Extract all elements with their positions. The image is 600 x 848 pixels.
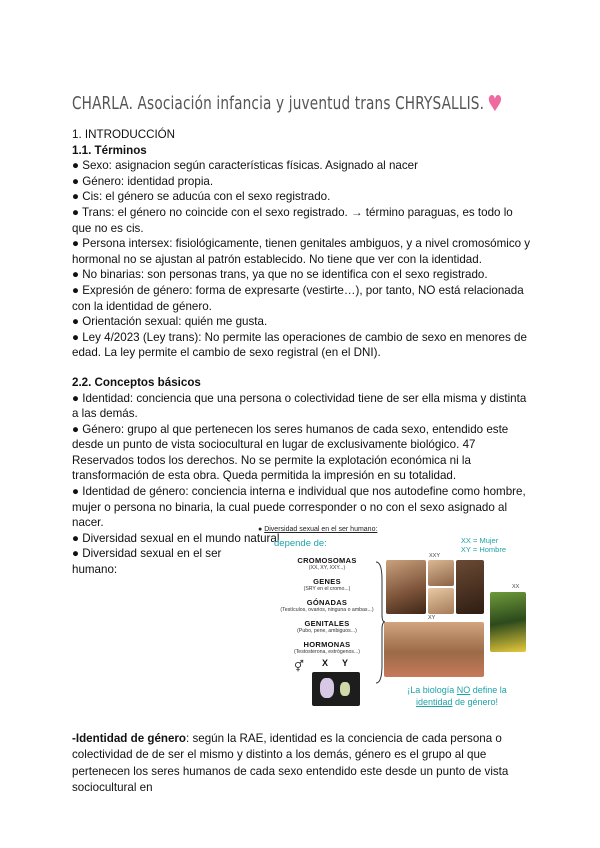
page-title: CHARLA. Asociación infancia y juventud trans CHRYSALLIS. ♥ [72, 92, 503, 117]
portrait-photo [386, 560, 426, 614]
subsection-heading: 2.2. Conceptos básicos [72, 375, 201, 389]
factor-list [272, 556, 382, 661]
list-item: ● Género: grupo al que pertenecen los seres humanos de cada sexo, entendido este desde un punto de vista sociocultural en lugar de exclusivamente biológico. 47 Reservados todos los derechos. No se permite la explotación económica ni la transformación de esta obra. Queda permitida la impresión en su totalidad. [72, 422, 509, 483]
portrait-photo [456, 560, 484, 614]
diversity-figure [254, 522, 526, 717]
list-item: ● Expresión de género: forma de expresarte (vestirte…), por tanto, NO está relacionada con la identidad de género. [72, 283, 524, 313]
group-photo [384, 622, 484, 677]
figure-caption: ¡La biología NO define la identidad de género! [407, 685, 507, 707]
factor-item: HORMONAS (Testosterona, estrógenos...) [293, 640, 361, 655]
heart-icon: ♥ [487, 92, 503, 117]
list-item: ● No binarias: son personas trans, ya que no se identifica con el sexo registrado. [72, 268, 488, 282]
subsection-heading: 1.1. Términos [72, 143, 147, 157]
factor-item: GENITALES (Pubo, pene, ambiguos...) [297, 619, 357, 634]
chromosome-label: XX [512, 584, 520, 590]
main-text [72, 127, 532, 578]
chromosome-label: XXY [429, 553, 441, 559]
list-item: ● Orientación sexual: quién me gusta. [72, 315, 268, 329]
list-item: ● Sexo: asignacion según características físicas. Asignado al nacer [72, 159, 418, 173]
list-item: humano: [72, 563, 118, 577]
portrait-photo [428, 560, 454, 586]
figure-subtitle: depende de: [274, 538, 327, 549]
gender-symbols-icon: ⚥ [294, 661, 304, 673]
list-item: ● Cis: el género se aducúa con el sexo registrado. [72, 190, 331, 204]
portrait-photo [428, 588, 454, 614]
chromosome-graphic: ⚥ X Y [294, 650, 364, 710]
figure-bullet: ● Diversidad sexual en el ser humano: [258, 526, 378, 533]
list-item: ● Diversidad sexual en el ser [72, 547, 222, 561]
list-item: ● Identidad: conciencia que una persona o colectividad tiene de ser ella misma y distinta a las demás. [72, 391, 527, 421]
list-item: ● Diversidad sexual en el mundo natural [72, 531, 280, 545]
athlete-photo [490, 592, 526, 652]
list-item: ● Persona intersex: fisiológicamente, tienen genitales ambiguos, y a nivel cromosómico y hormonal no se ajustan al patrón establecido. No tiene que ver con la identidad. [72, 237, 531, 266]
chromosome-legend: XX = Mujer XY = Hombre [460, 536, 506, 554]
factor-item: GÓNADAS (Testículos, ovarios, ninguna o ambas...) [280, 598, 374, 613]
factor-item: GENES (SRY en el cromo...) [303, 577, 351, 592]
list-item: ● Ley 4/2023 (Ley trans): No permite las operaciones de cambio de sexo en menores de edad. La ley permite el cambio de sexo registral (en el DNI). [72, 330, 527, 360]
list-item: ● Trans: el género no coincide con el sexo registrado. → término paraguas, es todo lo que no es cis. [72, 205, 513, 235]
lower-paragraph: -Identidad de género: según la RAE, identidad es la conciencia de cada persona o colectividad de de ser el mismo y distinto a los demás, género es el grupo al que pertenecen los seres humanos de cada sexo entendido este desde un punto de vista sociocultural en [72, 732, 509, 795]
chromosome-label: XY [428, 615, 436, 621]
list-item: ● Género: identidad propia. [72, 174, 214, 188]
section-heading: 1. INTRODUCCIÓN [72, 128, 176, 141]
factor-item: CROMOSOMAS (XX, XY, XXY...) [297, 556, 357, 571]
list-item: ● Identidad de género: conciencia interna e individual que nos autodefine como hombre, mujer o persona no binaria, la cual puede corresponder o no con el sexo asignado al nacer. [72, 485, 526, 530]
